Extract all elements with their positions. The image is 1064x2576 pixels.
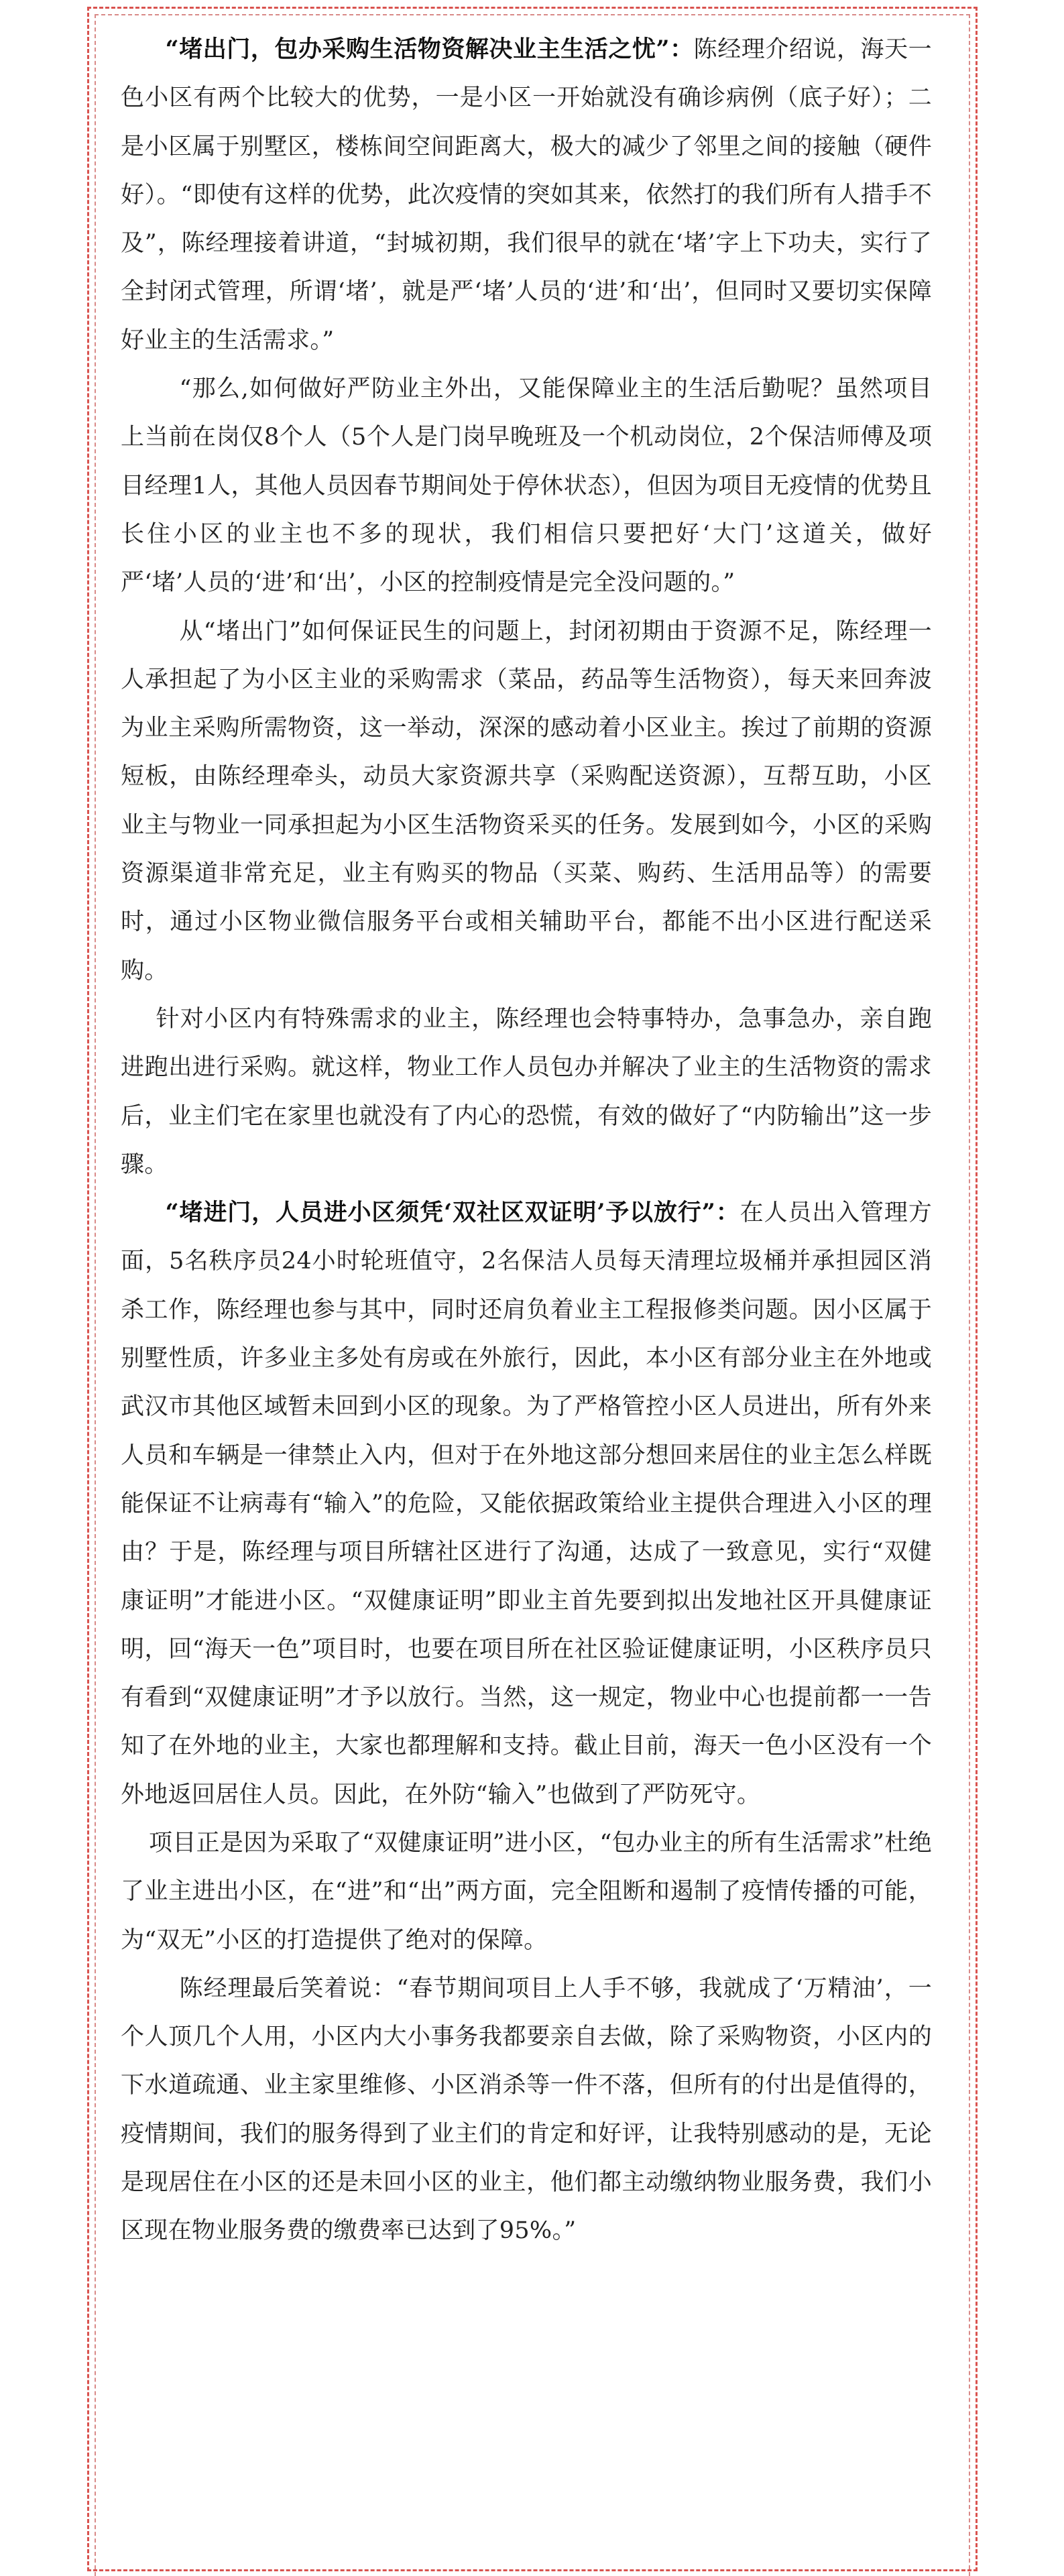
paragraph-4: 针对小区内有特殊需求的业主，陈经理也会特事特办，急事急办，亲自跑进跑出进行采购。就这样，物业工作人员包办并解决了业主的生活物资的需求后，业主们宅在家里也就没有了内心的恐慌，有效的做好了“内防输出”这一步骤。 [121, 1005, 932, 1178]
article-body [121, 25, 932, 2256]
paragraph-5-text: 在人员出入管理方面，5名秩序员24小时轮班值守，2名保洁人员每天清理垃圾桶并承担园区消杀工作，陈经理也参与其中，同时还肩负着业主工程报修类问题。因小区属于别墅性质，许多业主多处有房或在外旅行，因此，本小区有部分业主在外地或武汉市其他区域暂未回到小区的现象。为了严格管控小区人员进出，所有外来人员和车辆是一律禁止入内，但对于在外地这部分想回来居住的业主怎么样既能保证不让病毒有“输入”的危险，又能依据政策给业主提供合理进入小区的理由？于是，陈经理与项目所辖社区进行了沟通，达成了一致意见，实行“双健康证明”才能进小区。“双健康证明”即业主首先要到拟出发地社区开具健康证明，回“海天一色”项目时，也要在项目所在社区验证健康证明，小区秩序员只有看到“双健康证明”才予以放行。当然，这一规定，物业中心也提前都一一告知了在外地的业主，大家也都理解和支持。截止目前，海天一色小区没有一个外地返回居住人员。因此，在外防“输入”也做到了严防死守。 [121, 1199, 932, 1808]
paragraph-2: “那么,如何做好严防业主外出，又能保障业主的生活后勤呢？虽然项目上当前在岗仅8个人（5个人是门岗早晚班及一个机动岗位，2个保洁师傅及项目经理1人，其他人员因春节期间处于停休状态），但因为项目无疫情的优势且长住小区的业主也不多的现状，我们相信只要把好‘大门’这道关，做好严‘堵’人员的‘进’和‘出’，小区的控制疫情是完全没问题的。” [121, 375, 932, 597]
section-heading-exit: “堵出门，包办采购生活物资解决业主生活之忧”： [165, 36, 694, 63]
paragraph-7: 陈经理最后笑着说：“春节期间项目上人手不够，我就成了‘万精油’，一个人顶几个人用，小区内大小事务我都要亲自去做，除了采购物资，小区内的下水道疏通、业主家里维修、小区消杀等一件不落，但所有的付出是值得的，疫情期间，我们的服务得到了业主们的肯定和好评，让我特别感动的是，无论是现居住在小区的还是未回小区的业主，他们都主动缴纳物业服务费，我们小区现在物业服务费的缴费率已达到了95%。” [121, 1975, 932, 2245]
paragraph-3: 从“堵出门”如何保证民生的问题上，封闭初期由于资源不足，陈经理一人承担起了为小区主业的采购需求（菜品，药品等生活物资），每天来回奔波为业主采购所需物资，这一举动，深深的感动着小区业主。挨过了前期的资源短板，由陈经理牵头，动员大家资源共享（采购配送资源），互帮互助，小区业主与物业一同承担起为小区生活物资采买的任务。发展到如今，小区的采购资源渠道非常充足，业主有购买的物品（买菜、购药、生活用品等）的需要时，通过小区物业微信服务平台或相关辅助平台，都能不出小区进行配送采购。 [121, 618, 932, 984]
paragraph-1-text: 陈经理介绍说，海天一色小区有两个比较大的优势，一是小区一开始就没有确诊病例（底子好）；二是小区属于别墅区，楼栋间空间距离大，极大的减少了邻里之间的接触（硬件好）。“即使有这样的优势，此次疫情的突如其来，依然打的我们所有人措手不及”，陈经理接着讲道，“封城初期，我们很早的就在‘堵’字上下功夫，实行了全封闭式管理，所谓‘堵’，就是严‘堵’人员的‘进’和‘出’，但同时又要切实保障好业主的生活需求。” [121, 36, 932, 354]
paragraph-1 [121, 25, 932, 365]
section-heading-entry: “堵进门，人员进小区须凭‘双社区双证明’予以放行”： [165, 1199, 740, 1227]
paragraph-6: 项目正是因为采取了“双健康证明”进小区，“包办业主的所有生活需求”杜绝了业主进出小区，在“进”和“出”两方面，完全阻断和遏制了疫情传播的可能，为“双无”小区的打造提供了绝对的保障。 [121, 1829, 932, 1954]
paragraph-5 [121, 1189, 932, 1819]
